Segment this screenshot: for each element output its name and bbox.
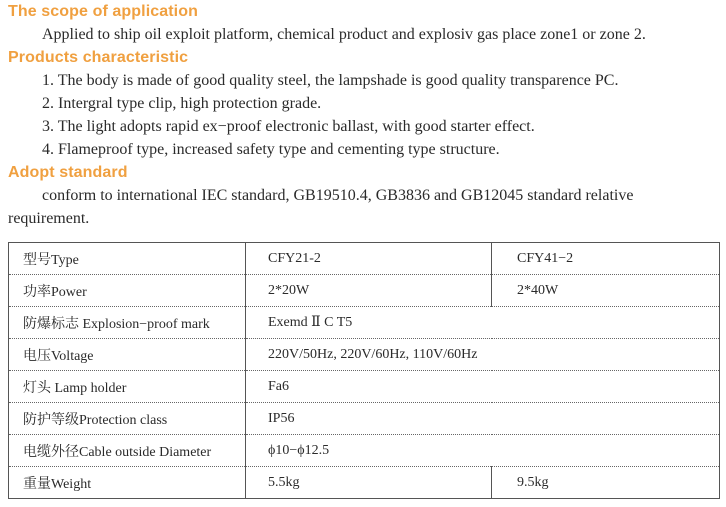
table-row-protection-class — [9, 403, 720, 435]
cable-diameter-value: ϕ10−ϕ12.5 — [246, 435, 720, 467]
table-row-power — [9, 275, 720, 307]
table-row-lamp-holder — [9, 371, 720, 403]
table-row-explosion-mark — [9, 307, 720, 339]
table-row-voltage — [9, 339, 720, 371]
characteristic-item-1: 1. The body is made of good quality steel, the lampshade is good quality transparence PC. — [42, 72, 619, 89]
protection-class-label: 防护等级Protection class — [9, 403, 246, 435]
power-label: 功率Power — [9, 275, 246, 307]
weight-value-2: 9.5kg — [492, 467, 720, 499]
lamp-holder-label: 灯头 Lamp holder — [9, 371, 246, 403]
standard-text-line1: conform to international IEC standard, GB19510.4, GB3836 and GB12045 standard relative — [42, 187, 634, 204]
characteristic-item-2: 2. Intergral type clip, high protection grade. — [42, 95, 322, 112]
scope-heading: The scope of application — [8, 3, 198, 20]
table-row-weight — [9, 467, 720, 499]
spec-table — [8, 242, 720, 499]
characteristics-heading: Products characteristic — [8, 49, 189, 66]
power-value-2: 2*40W — [492, 275, 720, 307]
cable-diameter-label: 电缆外径Cable outside Diameter — [9, 435, 246, 467]
type-value-1: CFY21-2 — [246, 243, 492, 275]
scope-text: Applied to ship oil exploit platform, chemical product and explosiv gas place zone1 or zone 2. — [42, 26, 646, 43]
explosion-mark-value: Exemd Ⅱ C T5 — [246, 307, 720, 339]
voltage-value: 220V/50Hz, 220V/60Hz, 110V/60Hz — [246, 339, 720, 371]
standard-heading: Adopt standard — [8, 164, 128, 181]
explosion-mark-label: 防爆标志 Explosion−proof mark — [9, 307, 246, 339]
protection-class-value: IP56 — [246, 403, 720, 435]
type-value-2: CFY41−2 — [492, 243, 720, 275]
type-label: 型号Type — [9, 243, 246, 275]
table-row-cable-diameter — [9, 435, 720, 467]
weight-label: 重量Weight — [9, 467, 246, 499]
voltage-label: 电压Voltage — [9, 339, 246, 371]
standard-text-line2: requirement. — [8, 210, 90, 227]
weight-value-1: 5.5kg — [246, 467, 492, 499]
characteristic-item-3: 3. The light adopts rapid ex−proof electronic ballast, with good starter effect. — [42, 118, 535, 135]
power-value-1: 2*20W — [246, 275, 492, 307]
lamp-holder-value: Fa6 — [246, 371, 720, 403]
table-row-type — [9, 243, 720, 275]
characteristic-item-4: 4. Flameproof type, increased safety type and cementing type structure. — [42, 141, 500, 158]
